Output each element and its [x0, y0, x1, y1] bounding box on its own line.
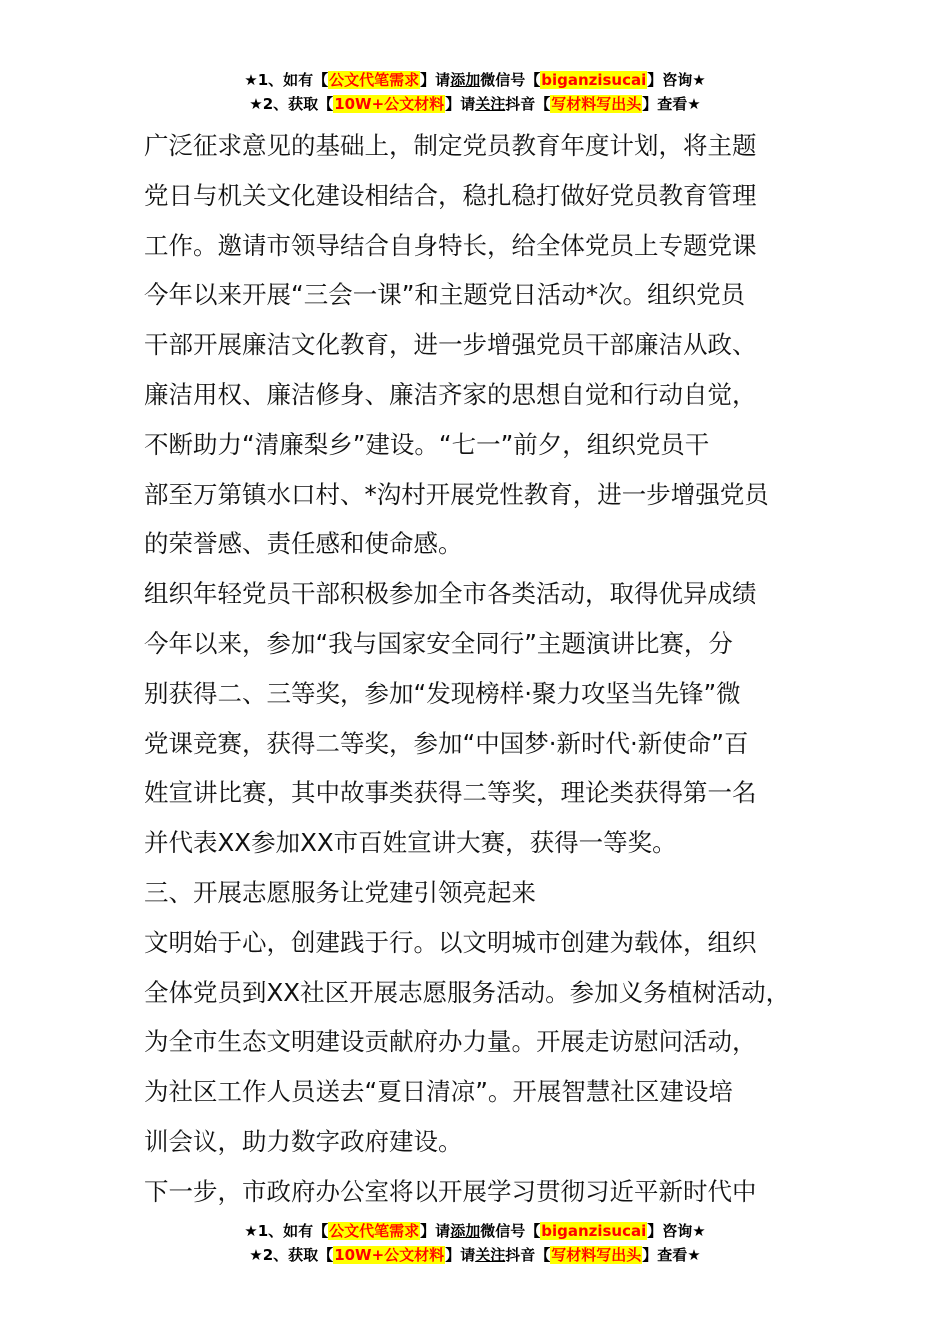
body-line: 为全市生态文明建设贡献府办力量。开展走访慰问活动， — [144, 1027, 757, 1057]
header-ad-banner — [0, 68, 950, 116]
body-line: 的荣誉感、责任感和使命感。 — [144, 529, 463, 559]
body-line: 工作。邀请市领导结合自身特长，给全体党员上专题党课 — [144, 230, 757, 260]
body-line: 并代表XX参加XX市百姓宣讲大赛，获得一等奖。 — [144, 828, 677, 858]
body-line: 部至万第镇水口村、*沟村开展党性教育，进一步增强党员 — [144, 479, 769, 509]
body-line: 下一步，市政府办公室将以开展学习贯彻习近平新时代中 — [144, 1176, 757, 1206]
body-line: 今年以来，参加“我与国家安全同行”主题演讲比赛，分 — [144, 628, 733, 658]
footer-ad-banner — [0, 1219, 950, 1267]
highlight-wechat-id: biganzisucai — [541, 71, 647, 89]
body-line: 组织年轻党员干部积极参加全市各类活动，取得优异成绩 — [144, 579, 757, 609]
body-line: 文明始于心，创建践于行。以文明城市创建为载体，组织 — [144, 927, 757, 957]
body-line: 为社区工作人员送去“夏日清凉”。开展智慧社区建设培 — [144, 1077, 733, 1107]
highlight-materials: 10W+公文材料 — [334, 1246, 445, 1264]
body-line: 广泛征求意见的基础上，制定党员教育年度计划，将主题 — [144, 131, 757, 160]
header-banner-line-2: ★2、获取【10W+公文材料】请关注抖音【写材料写出头】查看★ — [249, 95, 701, 113]
body-line: 别获得二、三等奖，参加“发现榜样·聚力攻坚当先锋”微 — [144, 678, 741, 708]
body-line: 干部开展廉洁文化教育，进一步增强党员干部廉洁从政、 — [144, 330, 757, 360]
body-line: 党日与机关文化建设相结合，稳扎稳打做好党员教育管理 — [144, 180, 757, 210]
section-heading: 三、开展志愿服务让党建引领亮起来 — [144, 877, 536, 907]
highlight-service: 公文代笔需求 — [329, 1222, 420, 1240]
body-line: 今年以来开展“三会一课”和主题党日活动*次。组织党员 — [144, 280, 746, 310]
highlight-douyin-id: 写材料写出头 — [551, 1246, 642, 1264]
highlight-wechat-id: biganzisucai — [541, 1222, 647, 1240]
document-body — [144, 121, 844, 1217]
body-line: 训会议，助力数字政府建设。 — [144, 1126, 463, 1156]
highlight-service: 公文代笔需求 — [329, 71, 420, 89]
footer-banner-line-1: ★1、如有【公文代笔需求】请添加微信号【biganzisucai】咨询★ — [244, 1222, 706, 1240]
header-banner-line-1: ★1、如有【公文代笔需求】请添加微信号【biganzisucai】咨询★ — [244, 71, 706, 89]
body-line: 不断助力“清廉梨乡”建设。“七一”前夕，组织党员干 — [144, 429, 710, 459]
body-line: 廉洁用权、廉洁修身、廉洁齐家的思想自觉和行动自觉， — [144, 379, 757, 409]
body-line: 党课竞赛，获得二等奖，参加“中国梦·新时代·新使命”百 — [144, 728, 749, 758]
body-line: 姓宣讲比赛，其中故事类获得二等奖，理论类获得第一名 — [144, 778, 757, 808]
footer-banner-line-2: ★2、获取【10W+公文材料】请关注抖音【写材料写出头】查看★ — [249, 1246, 701, 1264]
highlight-douyin-id: 写材料写出头 — [551, 95, 642, 113]
body-line: 全体党员到XX社区开展志愿服务活动。参加义务植树活动， — [144, 977, 791, 1007]
highlight-materials: 10W+公文材料 — [334, 95, 445, 113]
